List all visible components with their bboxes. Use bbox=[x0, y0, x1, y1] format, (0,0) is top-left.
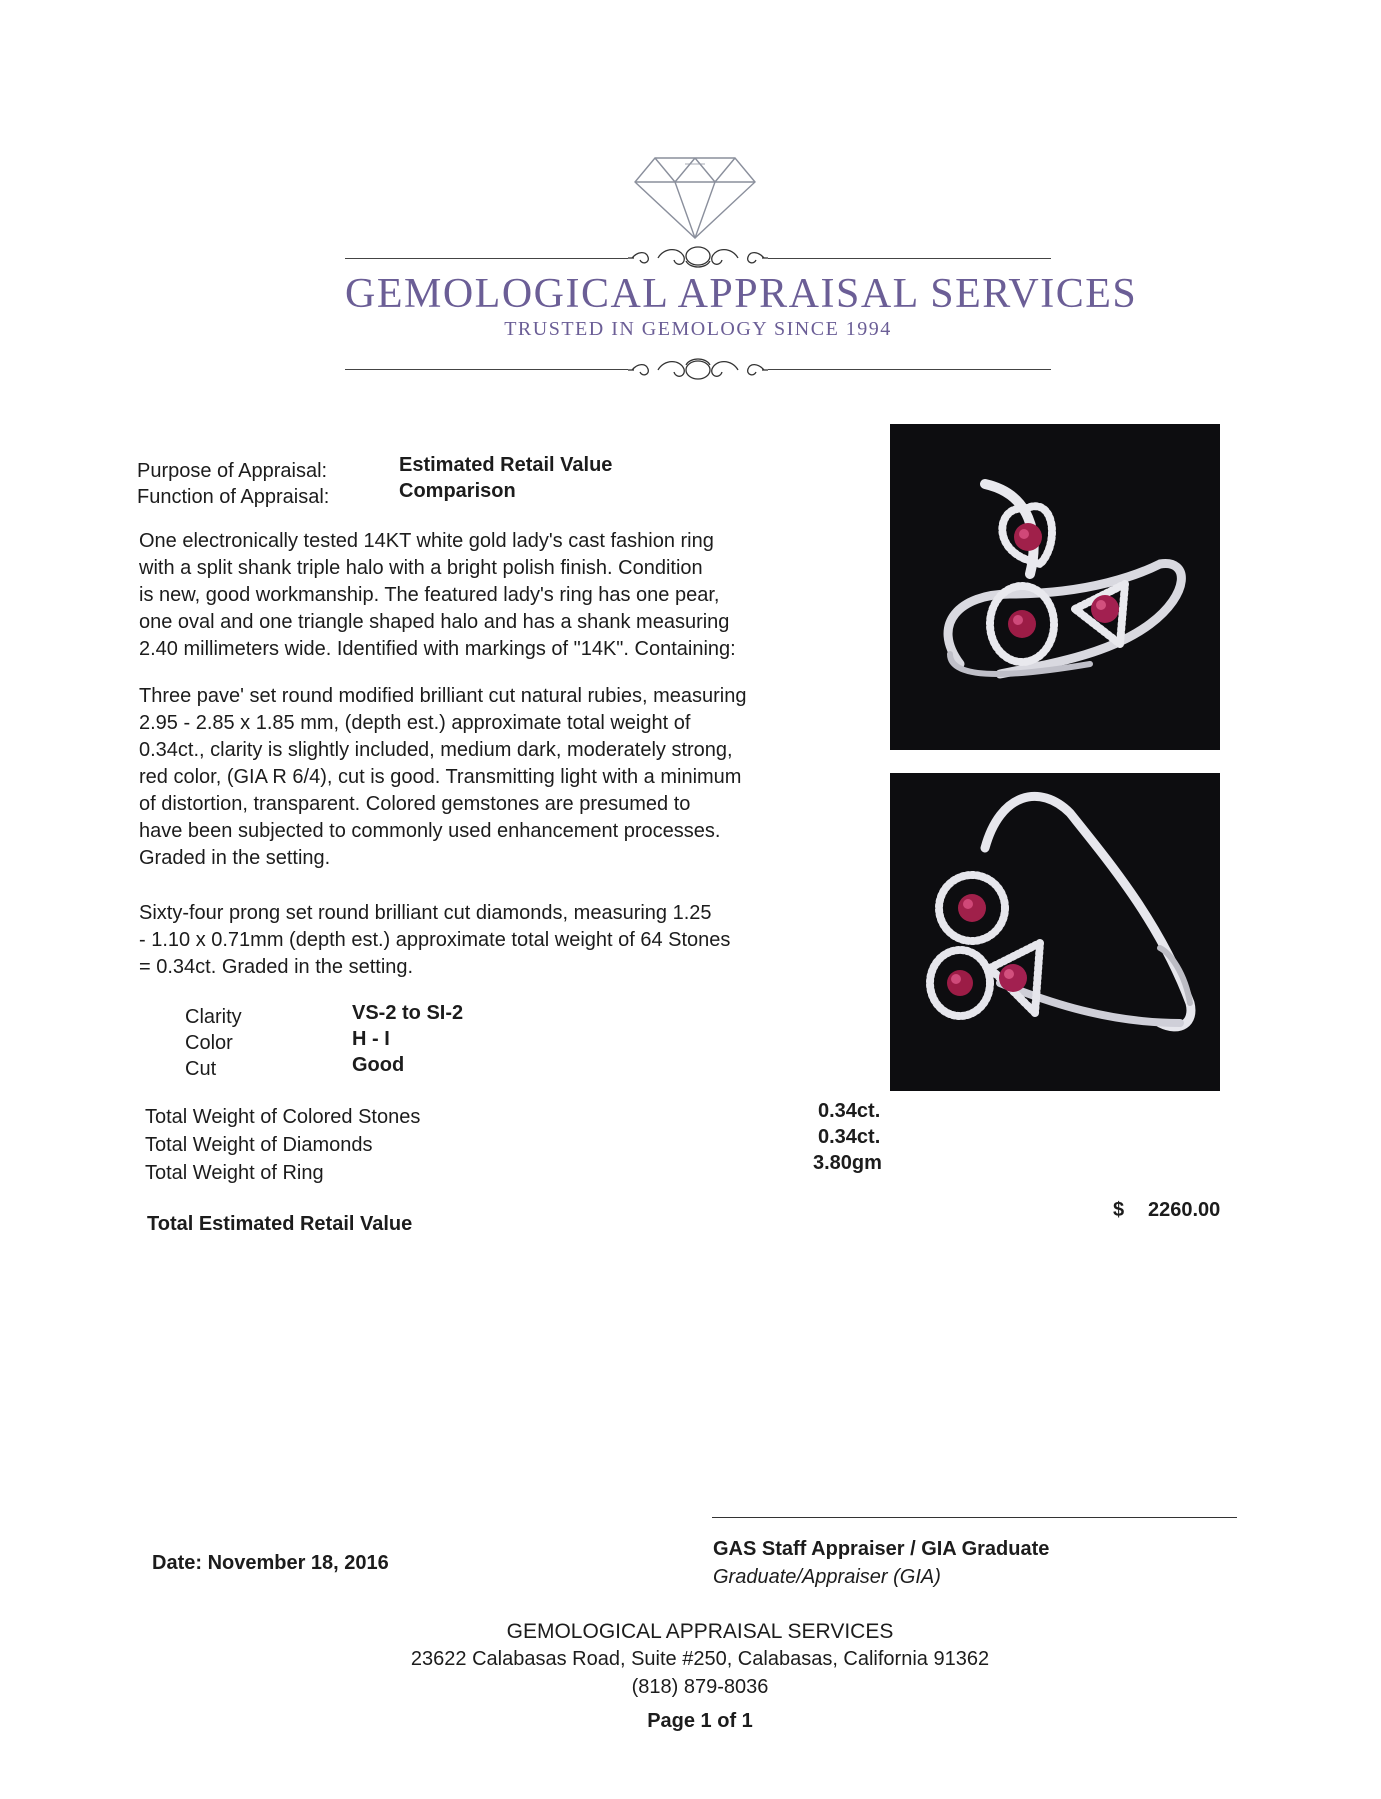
diamonds-weight-value: 0.34ct. bbox=[818, 1126, 881, 1148]
appraisal-date: Date: November 18, 2016 bbox=[152, 1552, 389, 1574]
ring-photo-front bbox=[890, 424, 1220, 750]
ruby-line: Three pave' set round modified brilliant cut natural rubies, measuring bbox=[139, 685, 747, 707]
cut-label: Cut bbox=[185, 1058, 217, 1080]
page-number: Page 1 of 1 bbox=[647, 1710, 753, 1732]
description-line: 2.40 millimeters wide. Identified with markings of "14K". Containing: bbox=[139, 638, 736, 660]
company-tagline: TRUSTED IN GEMOLOGY SINCE 1994 bbox=[504, 318, 892, 340]
colored-stones-weight-value: 0.34ct. bbox=[818, 1100, 881, 1122]
header-rule-bottom-left bbox=[345, 369, 628, 370]
footer-company-name: GEMOLOGICAL APPRAISAL SERVICES bbox=[506, 1620, 894, 1643]
ring-weight-value: 3.80gm bbox=[813, 1152, 882, 1174]
ruby-line: 2.95 - 2.85 x 1.85 mm, (depth est.) approximate total weight of bbox=[139, 712, 691, 734]
ruby-line: Graded in the setting. bbox=[139, 847, 331, 869]
diamond-line: - 1.10 x 0.71mm (depth est.) approximate total weight of 64 Stones bbox=[139, 929, 731, 951]
ring-weight-label: Total Weight of Ring bbox=[145, 1162, 324, 1184]
colored-stones-weight-label: Total Weight of Colored Stones bbox=[145, 1106, 421, 1128]
purpose-label: Purpose of Appraisal: bbox=[137, 460, 328, 482]
diamond-description bbox=[139, 900, 839, 981]
ruby-line: 0.34ct., clarity is slightly included, medium dark, moderately strong, bbox=[139, 739, 733, 761]
clarity-value: VS-2 to SI-2 bbox=[352, 1002, 464, 1024]
footer-phone: (818) 879-8036 bbox=[631, 1676, 769, 1698]
header-rule-bottom-right bbox=[768, 369, 1051, 370]
function-value: Comparison bbox=[399, 480, 516, 502]
color-value: H - I bbox=[352, 1028, 390, 1050]
company-name: GEMOLOGICAL APPRAISAL SERVICES bbox=[345, 271, 1138, 317]
description-line: with a split shank triple halo with a bright polish finish. Condition bbox=[139, 557, 703, 579]
purpose-value: Estimated Retail Value bbox=[399, 454, 613, 476]
diamond-logo-icon bbox=[630, 150, 760, 242]
clarity-label: Clarity bbox=[185, 1006, 242, 1028]
diamonds-weight-label: Total Weight of Diamonds bbox=[145, 1134, 373, 1156]
scroll-ornament-icon bbox=[628, 355, 768, 385]
retail-value-label: Total Estimated Retail Value bbox=[147, 1213, 413, 1235]
cut-value: Good bbox=[352, 1054, 405, 1076]
signature-line bbox=[712, 1517, 1237, 1518]
ruby-line: have been subjected to commonly used enhancement processes. bbox=[139, 820, 721, 842]
retail-value-amount: 2260.00 bbox=[1148, 1199, 1221, 1221]
currency-symbol: $ bbox=[1113, 1199, 1125, 1221]
header-rule-top-left bbox=[345, 258, 628, 259]
footer-address: 23622 Calabasas Road, Suite #250, Calabasas, California 91362 bbox=[410, 1648, 990, 1670]
description-line: one oval and one triangle shaped halo and has a shank measuring bbox=[139, 611, 730, 633]
ruby-description bbox=[139, 683, 839, 872]
diamond-line: Sixty-four prong set round brilliant cut diamonds, measuring 1.25 bbox=[139, 902, 712, 924]
diamond-line: = 0.34ct. Graded in the setting. bbox=[139, 956, 414, 978]
ruby-line: red color, (GIA R 6/4), cut is good. Transmitting light with a minimum bbox=[139, 766, 742, 788]
appraiser-title: GAS Staff Appraiser / GIA Graduate bbox=[713, 1538, 1050, 1560]
ruby-line: of distortion, transparent. Colored gemstones are presumed to bbox=[139, 793, 691, 815]
ring-photo-side bbox=[890, 773, 1220, 1091]
ring-description bbox=[139, 528, 839, 663]
header-rule-top-right bbox=[768, 258, 1051, 259]
appraiser-subtitle: Graduate/Appraiser (GIA) bbox=[713, 1566, 941, 1588]
color-label: Color bbox=[185, 1032, 233, 1054]
scroll-ornament-icon bbox=[628, 243, 768, 273]
function-label: Function of Appraisal: bbox=[137, 486, 330, 508]
description-line: One electronically tested 14KT white gold lady's cast fashion ring bbox=[139, 530, 714, 552]
description-line: is new, good workmanship. The featured lady's ring has one pear, bbox=[139, 584, 720, 606]
